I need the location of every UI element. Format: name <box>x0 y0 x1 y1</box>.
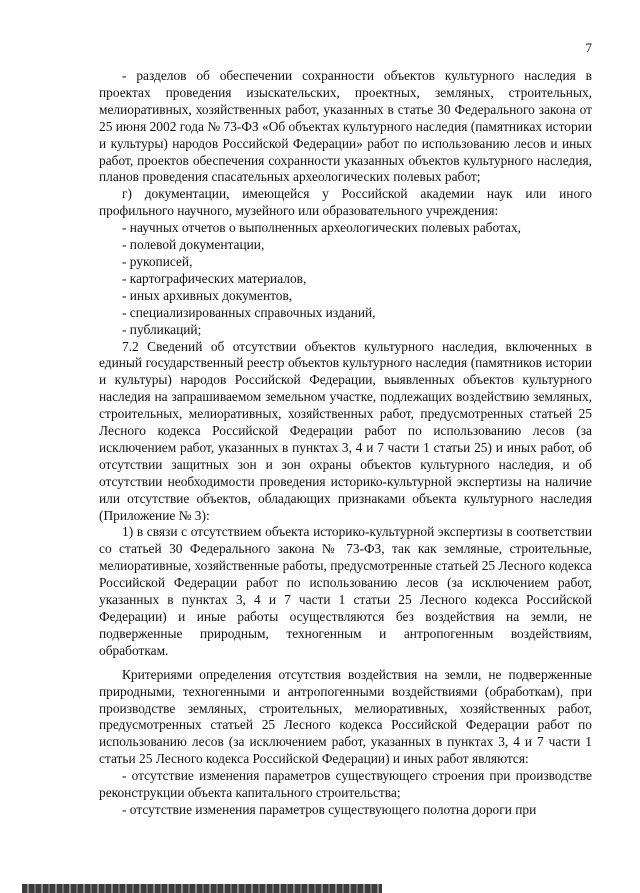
paragraph: - отсутствие изменения параметров существующего строения при производстве реконструкции объекта капитального строительства; <box>99 768 592 801</box>
list-item: - специализированных справочных изданий, <box>122 304 376 320</box>
paragraph: - отсутствие изменения параметров существующего полотна дороги при <box>122 801 537 817</box>
scan-edge-artifact <box>22 884 382 893</box>
list-item: - полевой документации, <box>122 237 265 253</box>
page-number: 7 <box>585 40 592 55</box>
paragraph: 7.2 Сведений об отсутствии объектов культурного наследия, включенных в единый государственный реестр объектов культурного наследия (памятников истории и культуры) народов Российской Федерации, выявленных объектов культурного наследия на запрашиваемом земельном участке, подлежащих воздействию земляных, строительных, мелиоративных, хозяйственных работ, предусмотренных статьей 25 Лесного кодекса Российской Федерации работ по использованию лесов (за исключением работ, указанных в пунктах 3, 4 и 7 части 1 статьи 25) и иных работ, об отсутствии защитных зон и зон охраны объектов культурного наследия, и об отсутствии необходимости проведения историко-культурной экспертизы на наличие или отсутствие объектов, обладающих признаками объекта культурного наследия (Приложение № 3): <box>99 338 592 523</box>
document-body <box>99 68 592 819</box>
list-item: - иных архивных документов, <box>122 287 293 303</box>
list-item: - публикаций; <box>122 321 202 337</box>
paragraph: 1) в связи с отсутствием объекта историко-культурной экспертизы в соответствии со статьей 30 Федерального закона № 73-ФЗ, так как земляные, строительные, мелиоративные, хозяйственные работы, предусмотренные статьей 25 Лесного кодекса Российской Федерации работ по использованию лесов (за исключением работ, указанных в пунктах 3, 4 и 7 части 1 статьи 25 Лесного кодекса Российской Федерации) и иные работы осуществляются без воздействия на земли, не подверженные природным, техногенным и антропогенным воздействиям, обработкам. <box>99 524 592 658</box>
paragraph: Критериями определения отсутствия воздействия на земли, не подверженные природными, техногенными и антропогенными воздействиями (обработкам), при производстве земляных, строительных, мелиоративных, хозяйственных работ, предусмотренных статьей 25 Лесного кодекса Российской Федерации работ по использованию лесов (за исключением работ, указанных в пунктах 3, 4 и 7 части 1 статьи 25 Лесного кодекса Российской Федерации) и иных работ являются: <box>99 666 592 767</box>
list-item: - картографических материалов, <box>122 270 307 286</box>
paragraph: г) документации, имеющейся у Российской академии наук или иного профильного научного, музейного или образовательного учреждения: <box>99 186 592 219</box>
paragraph: - разделов об обеспечении сохранности объектов культурного наследия в проектах проведения изыскательских, проектных, земляных, строительных, мелиоративных, хозяйственных работ, указанных в статье 30 Федерального закона от 25 июня 2002 года № 73-ФЗ «Об объектах культурного наследия (памятниках истории и культуры) народов Российской Федерации» работ по использованию лесов и иных работ, проектов обеспечения сохранности указанных объектов культурного наследия, планов проведения спасательных археологических полевых работ; <box>99 68 592 185</box>
list-item: - рукописей, <box>122 253 193 269</box>
list-item: - научных отчетов о выполненных археологических полевых работах, <box>122 220 521 236</box>
